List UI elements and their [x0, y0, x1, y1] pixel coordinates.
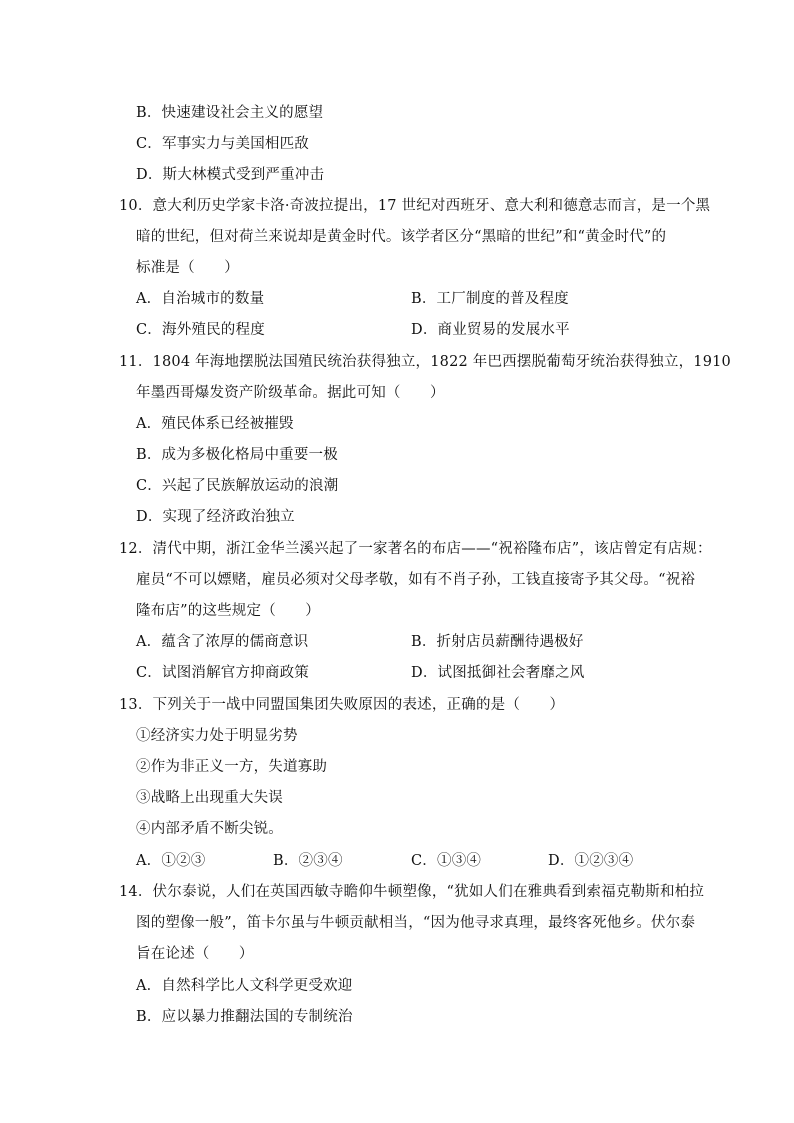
question-12-stem: 隆布店”的这些规定（ ）	[136, 603, 321, 619]
option-b: B．折射店员薪酬待遇极好	[411, 634, 584, 650]
option-b: B．②③④	[273, 853, 343, 869]
question-11-stem: 年墨西哥爆发资产阶级革命。据此可知（ ）	[136, 385, 445, 401]
question-10-stem: 10．意大利历史学家卡洛·奇波拉提出，17 世纪对西班牙、意大利和德意志而言，是一个黑	[119, 198, 711, 214]
option-c: C．兴起了民族解放运动的浪潮	[136, 478, 339, 494]
option-b: B．成为多极化格局中重要一极	[136, 447, 338, 463]
option-a: A．蕴含了浓厚的儒商意识	[136, 634, 309, 650]
list-item: ④内部矛盾不断尖锐。	[136, 821, 283, 837]
option-c: C．军事实力与美国相匹敌	[136, 136, 309, 152]
question-14-stem: 旨在论述（ ）	[136, 946, 254, 962]
option-c: C．试图消解官方抑商政策	[136, 665, 309, 681]
option-b: B．工厂制度的普及程度	[411, 291, 569, 307]
list-item: ②作为非正义一方，失道寡助	[136, 759, 328, 775]
question-11-stem: 11．1804 年海地摆脱法国殖民统治获得独立，1822 年巴西摆脱葡萄牙统治获得独立，1910	[119, 354, 731, 370]
option-d: D．商业贸易的发展水平	[411, 322, 570, 338]
question-14-stem: 图的塑像一般”，笛卡尔虽与牛顿贡献相当，“因为他寻求真理，最终客死他乡。伏尔泰	[136, 915, 696, 931]
option-a: A．自然科学比人文科学更受欢迎	[136, 978, 353, 994]
question-14-stem: 14．伏尔泰说，人们在英国西敏寺瞻仰牛顿塑像，“犹如人们在雅典看到索福克勒斯和柏拉	[119, 884, 705, 900]
option-c: C．①③④	[411, 853, 482, 869]
option-c: C．海外殖民的程度	[136, 322, 265, 338]
option-a: A．殖民体系已经被摧毁	[136, 416, 294, 432]
question-12-stem: 12．清代中期，浙江金华兰溪兴起了一家著名的布店——“祝裕隆布店”，该店曾定有店规：	[119, 541, 712, 557]
option-d: D．实现了经济政治独立	[136, 509, 295, 525]
question-10-stem: 标准是（ ）	[136, 260, 239, 276]
option-a: A．①②③	[136, 853, 206, 869]
option-d: D．斯大林模式受到严重冲击	[136, 167, 325, 183]
option-b: B．快速建设社会主义的愿望	[136, 105, 324, 121]
question-13-stem: 13．下列关于一战中同盟国集团失败原因的表述，正确的是（ ）	[119, 697, 565, 713]
option-a: A．自治城市的数量	[136, 291, 265, 307]
list-item: ①经济实力处于明显劣势	[136, 728, 298, 744]
option-d: D．①②③④	[548, 853, 634, 869]
question-10-stem: 暗的世纪，但对荷兰来说却是黄金时代。该学者区分“黑暗的世纪”和“黄金时代”的	[136, 229, 667, 245]
option-d: D．试图抵御社会奢靡之风	[411, 665, 585, 681]
option-b: B．应以暴力推翻法国的专制统治	[136, 1009, 353, 1025]
list-item: ③战略上出现重大失误	[136, 790, 283, 806]
question-12-stem: 雇员“不可以嫖赌，雇员必须对父母孝敬，如有不肖子孙，工钱直接寄予其父母。“祝裕	[136, 572, 696, 588]
